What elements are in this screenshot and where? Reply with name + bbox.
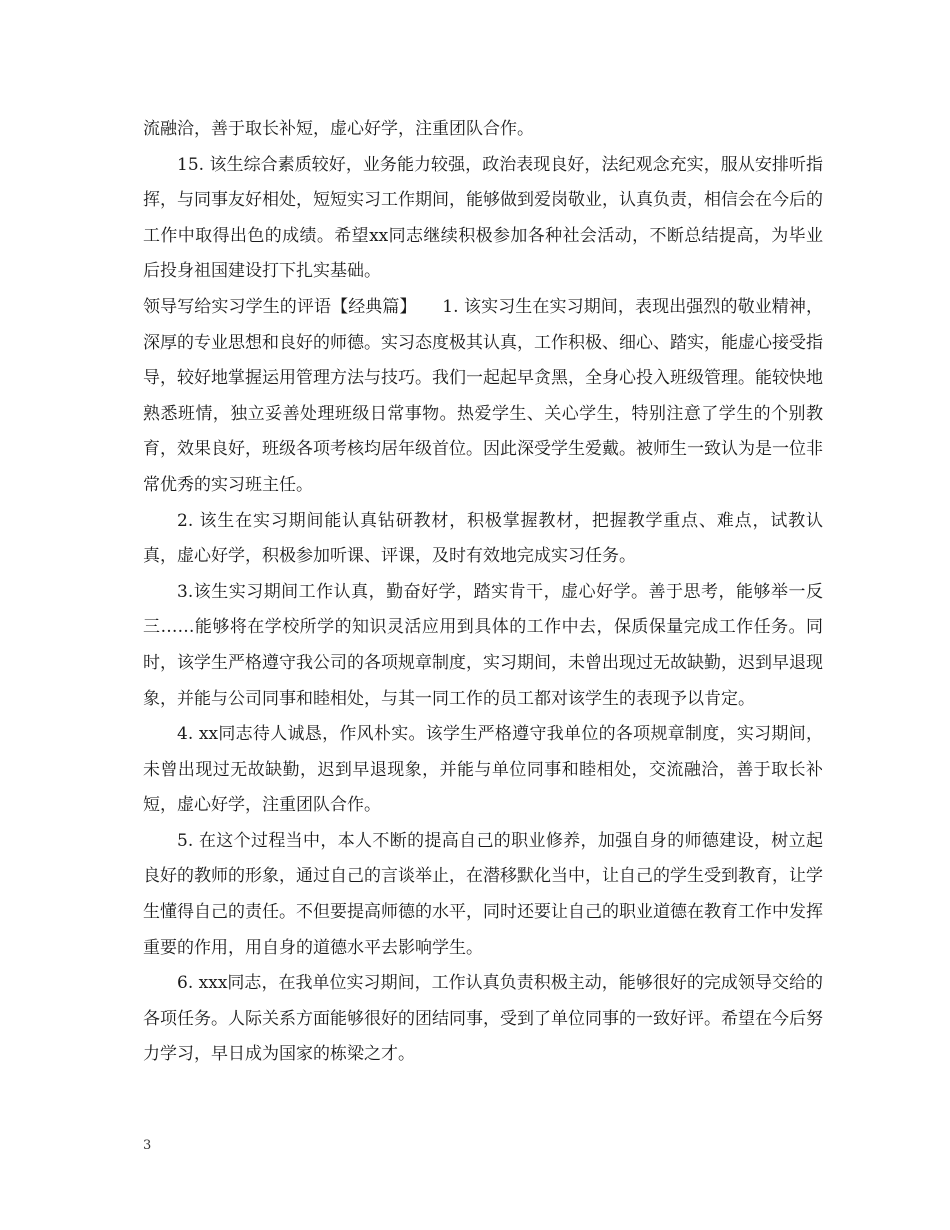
page-number: 3: [143, 1138, 152, 1153]
paragraph-8: 6. xxx同志，在我单位实习期间，工作认真负责积极主动，能够很好的完成领导交给的各项任务。人际关系方面能够很好的团结同事，受到了单位同事的一致好评。希望在今后努力学习，早日成为国家的栋梁之才。: [143, 973, 823, 1065]
paragraph-3: 领导写给实习学生的评语【经典篇】 1. 该实习生在实习期间，表现出强烈的敬业精神，深厚的专业思想和良好的师德。实习态度极其认真，工作积极、细心、踏实，能虚心接受指导，较好地掌握运用管理方法与技巧。我们一起起早贪黑，全身心投入班级管理。能较快地熟悉班情，独立妥善处理班级日常事物。热爱学生、关心学生，特别注意了学生的个别教育，效果良好，班级各项考核均居年级首位。因此深受学生爱戴。被师生一致认为是一位非常优秀的实习班主任。: [143, 296, 823, 495]
paragraph-2: 15. 该生综合素质较好，业务能力较强，政治表现良好，法纪观念充实，服从安排听指挥，与同事友好相处，短短实习工作期间，能够做到爱岗敬业，认真负责，相信会在今后的工作中取得出色的成绩。希望xx同志继续积极参加各种社会活动，不断总结提高，为毕业后投身祖国建设打下扎实基础。: [143, 154, 823, 282]
document-body: [143, 112, 823, 1073]
paragraph-5: 3.该生实习期间工作认真，勤奋好学，踏实肯干，虚心好学。善于思考，能够举一反三……能够将在学校所学的知识灵活应用到具体的工作中去，保质保量完成工作任务。同时，该学生严格遵守我公司的各项规章制度，实习期间，未曾出现过无故缺勤，迟到早退现象，并能与公司同事和睦相处，与其一同工作的员工都对该学生的表现予以肯定。: [143, 581, 823, 709]
paragraph-1: 流融洽，善于取长补短，虚心好学，注重团队合作。: [143, 119, 534, 139]
paragraph-7: 5. 在这个过程当中，本人不断的提高自己的职业修养，加强自身的师德建设，树立起良好的教师的形象，通过自己的言谈举止，在潜移默化当中，让自己的学生受到教育，让学生懂得自己的责任。不但要提高师德的水平，同时还要让自己的职业道德在教育工作中发挥重要的作用，用自身的道德水平去影响学生。: [143, 830, 823, 958]
paragraph-6: 4. xx同志待人诚恳，作风朴实。该学生严格遵守我单位的各项规章制度，实习期间，未曾出现过无故缺勤，迟到早退现象，并能与单位同事和睦相处，交流融洽，善于取长补短，虚心好学，注重团队合作。: [143, 724, 823, 816]
paragraph-4: 2. 该生在实习期间能认真钻研教材，积极掌握教材，把握教学重点、难点，试教认真，虚心好学，积极参加听课、评课，及时有效地完成实习任务。: [143, 510, 823, 567]
